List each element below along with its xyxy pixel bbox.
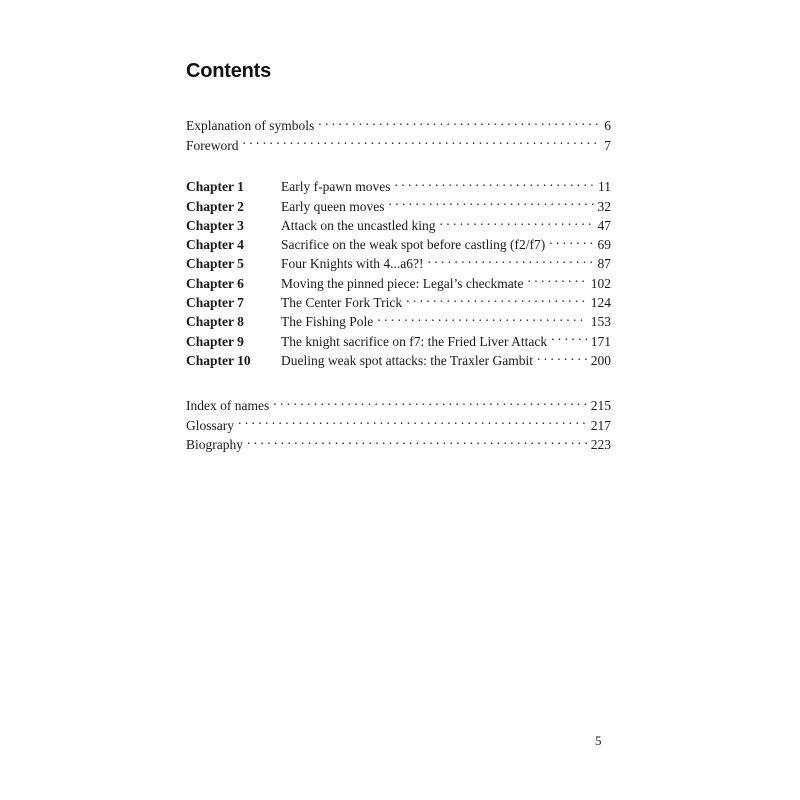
chapter-label: Chapter 9 — [186, 333, 244, 349]
chapter-title: Moving the pinned piece: Legal’s checkmate — [281, 275, 524, 291]
dot-leader — [428, 249, 594, 268]
toc-entry-page: 215 — [590, 398, 611, 414]
toc-entry-page: 6 — [604, 118, 611, 134]
dot-leader — [406, 288, 587, 307]
dot-leader — [388, 191, 593, 210]
chapter-label: Chapter 2 — [186, 198, 244, 214]
chapter-title: Four Knights with 4...a6?! — [281, 256, 424, 272]
chapter-title: The Center Fork Trick — [281, 295, 403, 311]
toc-entry — [186, 430, 611, 452]
dot-leader — [247, 430, 587, 449]
dot-leader — [273, 391, 587, 410]
toc-entry-title: Foreword — [186, 137, 239, 153]
toc-entry-title: Glossary — [186, 417, 234, 433]
chapter-page: 32 — [597, 198, 611, 214]
front-matter-list — [186, 111, 611, 153]
chapter-label: Chapter 3 — [186, 217, 244, 233]
chapter-page: 47 — [597, 217, 611, 233]
chapter-page: 69 — [597, 237, 611, 253]
chapter-title: Attack on the uncastled king — [281, 217, 436, 233]
toc-entry-page: 7 — [604, 137, 611, 153]
toc-entry — [186, 391, 611, 414]
chapter-page: 200 — [590, 352, 611, 368]
dot-leader — [238, 410, 587, 429]
chapter-title: The knight sacrifice on f7: the Fried Liver Attack — [281, 333, 548, 349]
chapter-page: 153 — [590, 314, 611, 330]
chapter-entry — [186, 172, 611, 195]
chapter-label: Chapter 8 — [186, 314, 244, 330]
dot-leader — [551, 326, 587, 345]
toc-entry-page: 217 — [590, 417, 611, 433]
back-matter-list — [186, 391, 611, 452]
chapter-page: 171 — [590, 333, 611, 349]
chapter-title: Dueling weak spot attacks: the Traxler Gambit — [281, 352, 533, 368]
dot-leader — [439, 211, 593, 230]
toc-entry-title: Explanation of symbols — [186, 118, 315, 134]
chapter-list — [186, 172, 611, 368]
chapter-label: Chapter 10 — [186, 352, 251, 368]
toc-entry — [186, 130, 611, 153]
toc-entry-title: Biography — [186, 436, 243, 452]
dot-leader — [318, 111, 600, 130]
dot-leader — [549, 230, 593, 249]
chapter-page: 124 — [590, 295, 611, 311]
toc-entry — [186, 410, 611, 433]
chapter-label: Chapter 4 — [186, 237, 244, 253]
page-title: Contents — [186, 60, 272, 82]
chapter-label: Chapter 6 — [186, 275, 244, 291]
chapter-title: Early queen moves — [281, 198, 385, 214]
toc-entry-title: Index of names — [186, 398, 270, 414]
chapter-title: Sacrifice on the weak spot before castling (f2/f7) — [281, 237, 546, 253]
chapter-page: 11 — [598, 179, 611, 195]
dot-leader — [394, 172, 594, 191]
chapter-page: 87 — [597, 256, 611, 272]
chapter-label: Chapter 7 — [186, 295, 244, 311]
chapter-label: Chapter 1 — [186, 179, 244, 195]
chapter-title: Early f-pawn moves — [281, 179, 391, 195]
dot-leader — [537, 346, 587, 365]
chapter-label: Chapter 5 — [186, 256, 244, 272]
dot-leader — [528, 268, 587, 287]
dot-leader — [243, 130, 601, 149]
toc-entry-page: 223 — [590, 436, 611, 452]
chapter-title: The Fishing Pole — [281, 314, 374, 330]
toc-entry — [186, 111, 611, 134]
chapter-page: 102 — [590, 275, 611, 291]
dot-leader — [377, 307, 586, 326]
page-number: 5 — [595, 733, 602, 748]
